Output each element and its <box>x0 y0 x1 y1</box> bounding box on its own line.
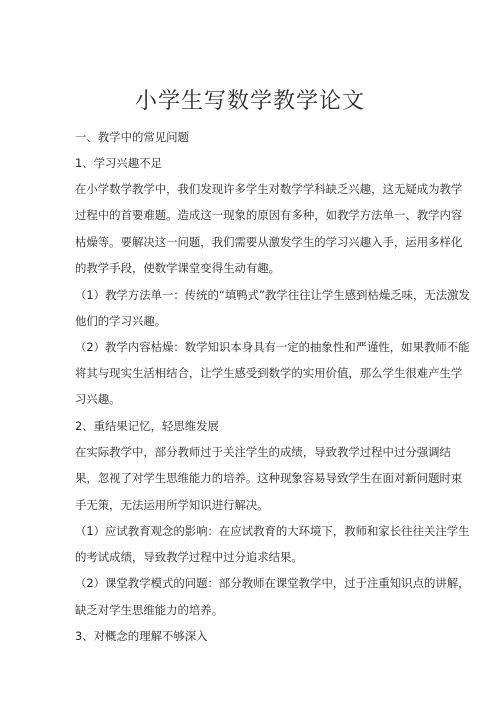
paragraph-line: 习兴趣。 <box>75 392 121 406</box>
subsection-heading-3: 3、对概念的理解不够深入 <box>75 629 208 643</box>
document-title: 小学生写数学教学论文 <box>134 89 365 114</box>
paragraph-line: （2）教学内容枯燥：数学知识本身具有一定的抽象性和严谨性，如果教师不能 <box>75 340 470 354</box>
paragraph-line: 的教学手段，使数学课堂变得生动有趣。 <box>75 261 281 275</box>
paragraph-line: 他们的学习兴趣。 <box>75 314 167 328</box>
paragraph-line: 手无策，无法运用所学知识进行解决。 <box>75 498 269 512</box>
paragraph-line: 将其与现实生活相结合，让学生感受到数学的实用价值，那么学生很难产生学 <box>75 366 463 380</box>
paragraph-line: 在小学数学教学中，我们发现许多学生对数学学科缺乏兴趣，这无疑成为教学 <box>75 182 463 196</box>
paragraph-line: （1）教学方法单一：传统的“填鸭式”教学往往让学生感到枯燥乏味，无法激发 <box>75 288 470 302</box>
paragraph-line: 的考试成绩，导致教学过程中过分追求结果。 <box>75 550 303 564</box>
paragraph-line: （2）课堂教学模式的问题：部分教师在课堂教学中，过于注重知识点的讲解， <box>75 576 470 590</box>
section-heading-1: 一、教学中的常见问题 <box>75 130 189 144</box>
subsection-heading-2: 2、重结果记忆，轻思维发展 <box>75 419 219 433</box>
paragraph-line: 缺乏对学生思维能力的培养。 <box>75 603 224 617</box>
paragraph-line: 果，忽视了对学生思维能力的培养。这种现象容易导致学生在面对新问题时束 <box>75 471 463 485</box>
paragraph-line: （1）应试教育观念的影响：在应试教育的大环境下，教师和家长往往关注学生 <box>75 524 470 538</box>
paragraph-line: 枯燥等。要解决这一问题，我们需要从激发学生的学习兴趣入手，运用多样化 <box>75 235 463 249</box>
subsection-heading-1: 1、学习兴趣不足 <box>75 156 162 170</box>
paragraph-line: 过程中的首要难题。造成这一现象的原因有多种，如教学方法单一、教学内容 <box>75 208 463 222</box>
paragraph-line: 在实际教学中，部分教师过于关注学生的成绩，导致教学过程中过分强调结 <box>75 445 451 459</box>
